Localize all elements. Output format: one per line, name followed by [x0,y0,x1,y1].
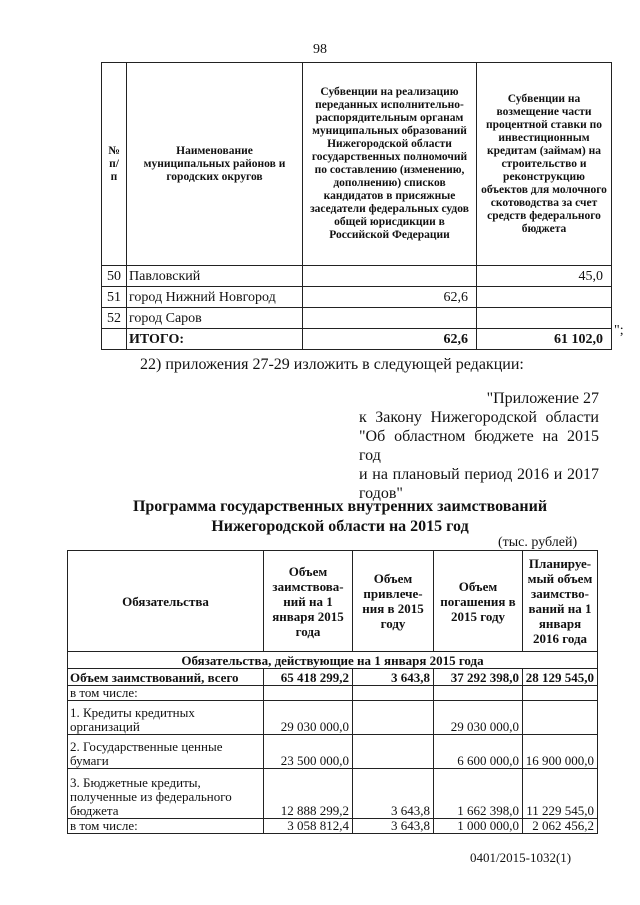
table-row: 3. Бюджетные кредиты, полученные из федерального бюджета 12 888 299,2 3 643,8 1 662 398,0 11 229 545,0 [68,769,598,819]
table-row: 51 город Нижний Новгород 62,6 [102,287,612,308]
table-row: 1. Кредиты кредитных организаций 29 030 000,0 29 030 000,0 [68,701,598,735]
header-col3: Объем погашения в 2015 году [434,551,523,652]
table-row: Объем заимствований, всего 65 418 299,2 3 643,8 37 292 398,0 28 129 545,0 [68,669,598,686]
subventions-table [101,62,612,350]
table-row: 52 город Саров [102,308,612,329]
header-name: Наименование муниципальных районов и городских округов [127,63,303,266]
header-obligations: Обязательства [68,551,264,652]
borrowings-table [67,550,598,834]
header-col4: Планируе-мый объем заимство-ваний на 1 января 2016 года [523,551,598,652]
total-label: ИТОГО: [127,329,303,350]
header-col1: Субвенции на реализацию переданных исполнительно-распорядительным органам муниципальных образований Нижегородской области государственных полномочий по составлению (изменению, дополнению) списков кандидатов в присяжные заседатели федеральных судов общей юрисдикции в Российской Федерации [303,63,477,266]
total-col1: 62,6 [303,329,477,350]
table-row: 50 Павловский 45,0 [102,266,612,287]
table-row: в том числе: 3 058 812,4 3 643,8 1 000 000,0 2 062 456,2 [68,819,598,834]
section-row [68,652,598,669]
instruction-text: 22) приложения 27-29 изложить в следующей редакции: [140,356,524,373]
footer-code: 0401/2015-1032(1) [470,850,572,865]
document-title: Программа государственных внутренних заимствований Нижегородской области на 2015 год [132,498,548,535]
table-row: в том числе: [68,686,598,701]
total-row [102,329,612,350]
appendix-reference: "Приложение 27 к Закону Нижегородской области "Об областном бюджете на 2015 год и на плановый период 2016 и 2017 годов" [359,390,599,502]
table-row: 2. Государственные ценные бумаги 23 500 000,0 6 600 000,0 16 900 000,0 [68,735,598,769]
header-num: № п/п [102,63,127,266]
units-label: (тыс. рублей) [498,535,578,550]
header-col2: Объем привлече-ния в 2015 году [353,551,434,652]
total-col2: 61 102,0 [477,329,612,350]
page-number: 98 [313,42,327,57]
header-col2: Субвенции на возмещение части процентной ставки по инвестиционным кредитам (займам) на строительство и реконструкцию объектов для молочного скотоводства за счет средств федерального бюджета [477,63,612,266]
section-title: Обязательства, действующие на 1 января 2015 года [68,652,598,669]
closing-quote: "; [614,323,624,338]
header-col1: Объем заимствова-ний на 1 января 2015 года [264,551,353,652]
